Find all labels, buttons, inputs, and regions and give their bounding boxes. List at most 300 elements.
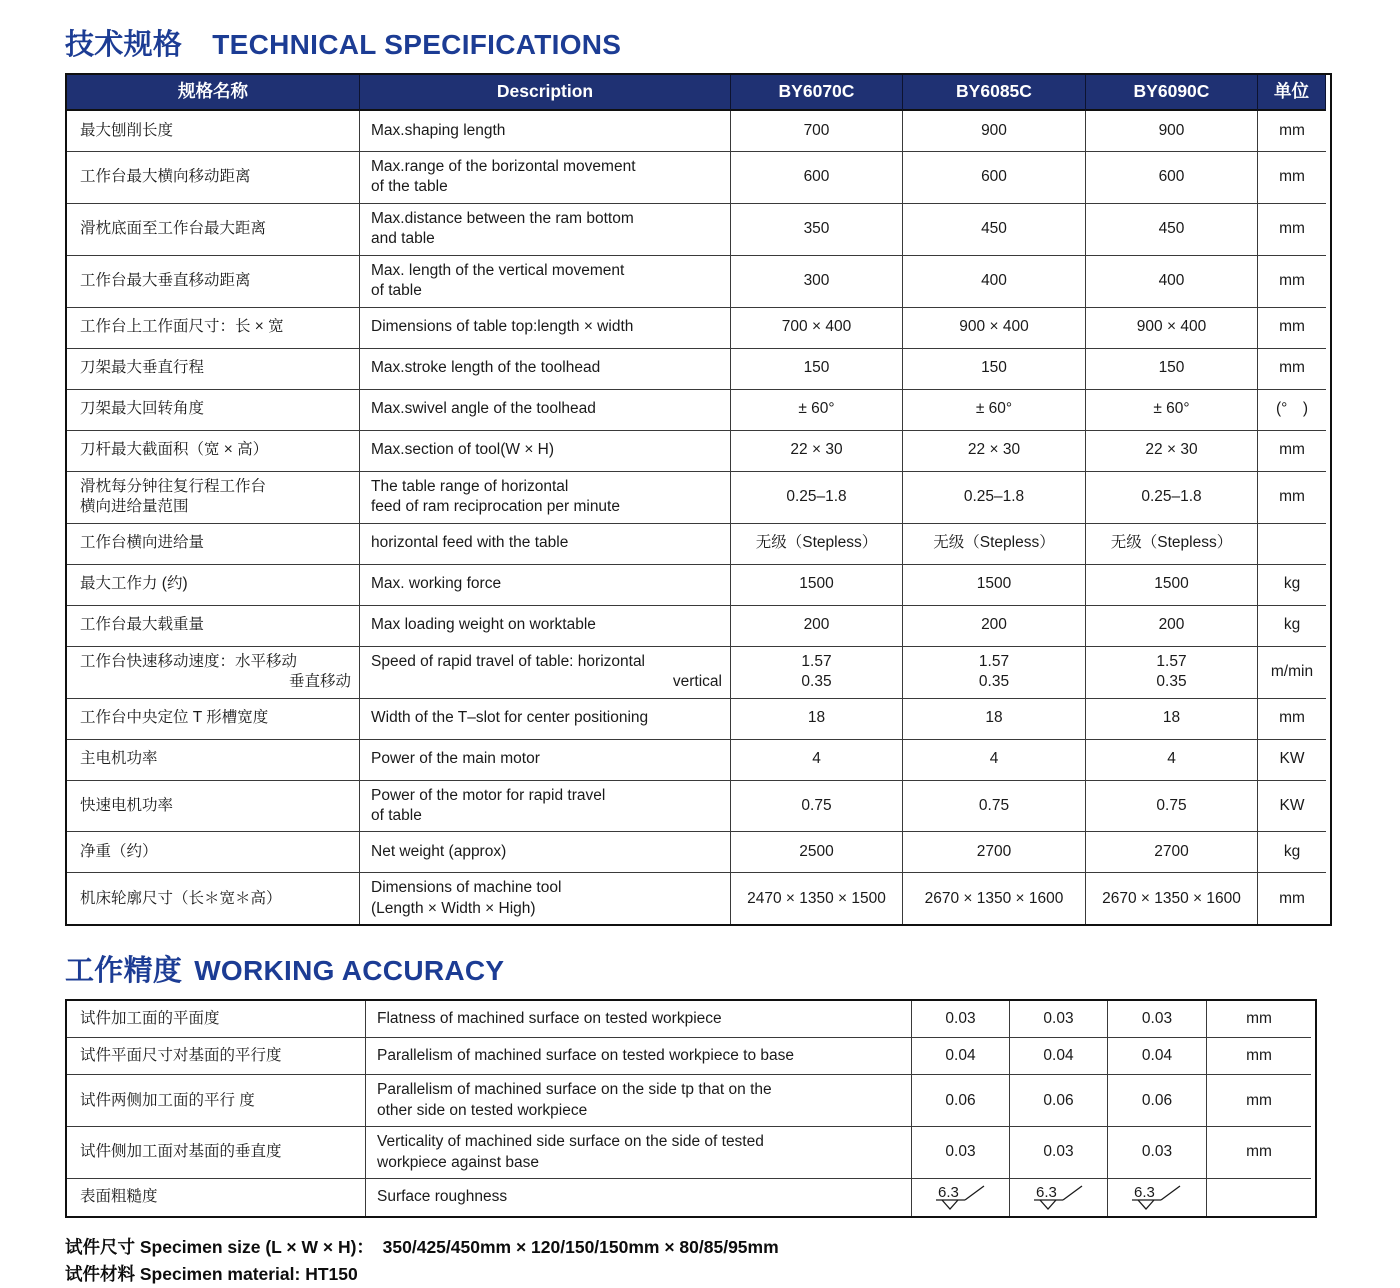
value-cell	[731, 308, 903, 349]
cell-line: (° )	[1275, 400, 1309, 418]
unit-cell	[1258, 204, 1326, 256]
value-cell	[731, 699, 903, 740]
value-cell	[731, 524, 903, 565]
cell-line: 0.04	[945, 1047, 976, 1065]
cell-line: 900	[1158, 121, 1185, 139]
row-desc-cell	[366, 1001, 912, 1038]
value-cell	[1108, 1127, 1207, 1179]
cell-line: 1500	[976, 575, 1012, 593]
cell-line: 主电机功率	[80, 750, 158, 768]
row-desc-cell	[360, 349, 731, 390]
value-cell	[903, 606, 1086, 647]
value-cell	[1086, 873, 1258, 924]
value-cell	[903, 256, 1086, 308]
cell-line: kg	[1283, 575, 1301, 593]
cell-line: 4	[1167, 750, 1176, 768]
unit-cell	[1258, 472, 1326, 524]
cell-line: 0.35	[978, 673, 1010, 691]
cell-line: mm	[1279, 121, 1305, 139]
table-row	[67, 204, 1330, 256]
unit-cell	[1207, 1038, 1311, 1075]
cell-line: 工作台横向进给量	[80, 534, 205, 552]
cell-line: 无级（Stepless）	[755, 534, 878, 552]
cell-line: 900 × 400	[959, 318, 1029, 336]
cell-line: 900	[981, 121, 1007, 139]
cell-line: 0.04	[1043, 1047, 1074, 1065]
surface-roughness-symbol	[1130, 1184, 1184, 1211]
column-header-1: Description	[360, 75, 731, 111]
row-name-cell	[67, 1001, 366, 1038]
surface-roughness-symbol	[934, 1184, 988, 1211]
cell-line: 刀架最大回转角度	[80, 400, 205, 418]
cell-line: Max.distance between the ram bottom	[371, 209, 634, 227]
table-row	[67, 524, 1330, 565]
cell-line: 0.06	[1141, 1091, 1173, 1109]
cell-line: mm	[1279, 441, 1305, 459]
cell-line: Max loading weight on worktable	[371, 616, 596, 634]
cell-line: 18	[807, 709, 826, 727]
value-cell	[1108, 1179, 1207, 1216]
value-cell	[1108, 1075, 1207, 1127]
cell-line: 4	[989, 750, 999, 768]
cell-line: 1500	[799, 575, 834, 593]
table-row	[67, 1075, 1315, 1127]
cell-line: 1.57	[801, 652, 832, 670]
cell-line: 22 × 30	[790, 441, 843, 459]
cell-line: 0.75	[978, 796, 1010, 814]
table-row	[67, 1179, 1315, 1216]
cell-line: ± 60°	[798, 400, 835, 418]
value-cell	[912, 1001, 1010, 1038]
value-cell	[903, 431, 1086, 472]
unit-cell	[1258, 524, 1326, 565]
cell-line: KW	[1279, 796, 1305, 814]
cell-line: 2470 × 1350 × 1500	[747, 889, 886, 907]
table-row	[67, 1001, 1315, 1038]
cell-line: 0.75	[1156, 796, 1187, 814]
cell-line: 试件平面尺寸对基面的平行度	[80, 1047, 282, 1065]
cell-line: Width of the T–slot for center positioning	[371, 709, 649, 727]
value-cell	[903, 781, 1086, 833]
unit-cell	[1258, 647, 1326, 699]
row-name-cell	[67, 606, 360, 647]
cell-line: 0.03	[1043, 1010, 1074, 1028]
row-desc-cell	[360, 873, 731, 924]
cell-line: 350	[803, 220, 830, 238]
unit-cell	[1207, 1179, 1311, 1216]
cell-line: 工作台中央定位 T 形槽宽度	[80, 709, 269, 727]
cell-line: 2700	[976, 843, 1012, 861]
cell-line: 450	[981, 220, 1007, 238]
table-row	[67, 256, 1330, 308]
row-name-cell	[67, 1179, 366, 1216]
cell-line: 450	[1158, 220, 1185, 238]
table-row	[67, 431, 1330, 472]
row-name-cell	[67, 431, 360, 472]
column-header-3: BY6085C	[903, 75, 1086, 111]
cell-line: 700 × 400	[781, 318, 852, 336]
value-cell	[1086, 781, 1258, 833]
cell-line: 900 × 400	[1136, 318, 1207, 336]
cell-line: 0.03	[1043, 1143, 1074, 1161]
row-name-cell	[67, 1038, 366, 1075]
section-title-working-accuracy	[65, 948, 1400, 989]
cell-line: 垂直移动	[288, 673, 351, 691]
cell-line: 4	[812, 750, 821, 768]
cell-line: 0.35	[801, 673, 832, 691]
cell-line: mm	[1279, 487, 1305, 505]
cell-line: and table	[371, 230, 435, 248]
cell-line: (Length × Width × High)	[371, 899, 536, 917]
cell-line: Net weight (approx)	[371, 843, 507, 861]
cell-line: 0.25–1.8	[786, 487, 847, 505]
row-desc-cell	[360, 431, 731, 472]
value-cell	[912, 1075, 1010, 1127]
cell-line: 工作台最大载重量	[80, 616, 205, 634]
cell-line: Max.shaping length	[371, 121, 506, 139]
cell-line: Max.range of the borizontal movement	[371, 158, 636, 175]
cell-line: 0.03	[1141, 1143, 1173, 1161]
row-name-cell	[67, 390, 360, 431]
value-cell	[731, 256, 903, 308]
cell-line: 滑枕每分钟往复行程工作台	[80, 477, 267, 495]
column-header-0: 规格名称	[67, 75, 360, 111]
cell-line: 刀架最大垂直行程	[80, 359, 205, 377]
cell-line: 22 × 30	[1145, 441, 1198, 459]
cell-line: 2500	[799, 843, 834, 861]
row-desc-cell	[360, 740, 731, 781]
value-cell	[731, 873, 903, 924]
cell-line: Max.stroke length of the toolhead	[371, 359, 601, 377]
row-name-cell	[67, 699, 360, 740]
cell-line: 1.57	[1156, 652, 1187, 670]
row-name-cell	[67, 472, 360, 524]
unit-cell	[1258, 308, 1326, 349]
row-desc-cell	[360, 606, 731, 647]
cell-line: 300	[803, 272, 830, 290]
cell-line: mm	[1246, 1091, 1272, 1109]
cell-line: 400	[1158, 272, 1185, 290]
cell-line: Dimensions of machine tool	[371, 879, 562, 897]
cell-line: Parallelism of machined surface on the side tp that on the	[377, 1081, 772, 1099]
row-desc-cell	[360, 390, 731, 431]
cell-line: mm	[1279, 220, 1305, 238]
unit-cell	[1258, 431, 1326, 472]
cell-line: 工作台最大垂直移动距离	[80, 272, 251, 290]
row-desc-cell	[360, 256, 731, 308]
section-title-technical-specifications	[65, 22, 1400, 63]
cell-line: 0.75	[801, 796, 832, 814]
table-row	[67, 781, 1330, 833]
cell-line: 2700	[1154, 843, 1189, 861]
cell-line: horizontal feed with the table	[371, 534, 569, 552]
cell-line: of the table	[371, 178, 448, 196]
value-cell	[903, 699, 1086, 740]
cell-line: of table	[371, 282, 422, 300]
unit-cell	[1207, 1127, 1311, 1179]
value-cell	[903, 565, 1086, 606]
cell-line: Verticality of machined side surface on the side of tested	[377, 1133, 764, 1151]
cell-line: 0.25–1.8	[1141, 487, 1202, 505]
value-cell	[1086, 431, 1258, 472]
cell-line: mm	[1279, 318, 1305, 336]
unit-cell	[1258, 152, 1326, 204]
value-cell	[903, 740, 1086, 781]
value-cell	[1108, 1038, 1207, 1075]
value-cell	[731, 606, 903, 647]
cell-line: mm	[1279, 889, 1305, 907]
cell-line: ± 60°	[1153, 400, 1190, 418]
cell-line: Flatness of machined surface on tested workpiece	[377, 1010, 722, 1028]
value-cell	[1086, 524, 1258, 565]
cell-line: Speed of rapid travel of table: horizontal	[371, 652, 646, 670]
cell-line: 无级（Stepless）	[933, 534, 1055, 552]
cell-line: Surface roughness	[377, 1188, 508, 1206]
unit-cell	[1258, 832, 1326, 873]
cell-line: KW	[1279, 750, 1305, 768]
value-cell	[1108, 1001, 1207, 1038]
unit-cell	[1258, 256, 1326, 308]
value-cell	[903, 524, 1086, 565]
unit-cell	[1207, 1001, 1311, 1038]
row-name-cell	[67, 1127, 366, 1179]
value-cell	[731, 565, 903, 606]
value-cell	[1086, 111, 1258, 152]
value-cell	[731, 349, 903, 390]
row-name-cell	[67, 565, 360, 606]
cell-line: 200	[1158, 616, 1185, 634]
row-desc-cell	[366, 1127, 912, 1179]
value-cell	[731, 832, 903, 873]
table-row	[67, 565, 1330, 606]
value-cell	[1010, 1038, 1108, 1075]
cell-line: vertical	[672, 673, 722, 691]
value-cell	[1010, 1001, 1108, 1038]
value-cell	[1010, 1075, 1108, 1127]
value-cell	[1086, 204, 1258, 256]
value-cell	[1086, 832, 1258, 873]
cell-line: 600	[981, 168, 1007, 186]
table-row	[67, 873, 1330, 924]
cell-line: 工作台上工作面尺寸：长 × 宽	[80, 318, 284, 336]
cell-line: 横向进给量范围	[80, 498, 189, 516]
table-row	[67, 472, 1330, 524]
row-desc-cell	[360, 781, 731, 833]
cell-line: 试件加工面的平面度	[80, 1010, 220, 1028]
column-header-5: 单位	[1258, 75, 1326, 111]
specimen-material-note: 试件材料 Specimen material: HT150	[65, 1264, 358, 1285]
row-desc-cell	[360, 699, 731, 740]
table-row	[67, 647, 1330, 699]
value-cell	[1010, 1127, 1108, 1179]
row-name-cell	[67, 308, 360, 349]
cell-line: 表面粗糙度	[80, 1188, 158, 1206]
table-row	[67, 349, 1330, 390]
svg-text:6.3: 6.3	[937, 1184, 959, 1202]
cell-line: 最大工作力 (约)	[80, 575, 188, 593]
technical-specifications-table	[65, 73, 1332, 926]
svg-text:6.3: 6.3	[1134, 1184, 1155, 1202]
column-header-4: BY6090C	[1086, 75, 1258, 111]
value-cell	[1086, 390, 1258, 431]
unit-cell	[1258, 873, 1326, 924]
row-name-cell	[67, 152, 360, 204]
value-cell	[1086, 606, 1258, 647]
cell-line: Max.swivel angle of the toolhead	[371, 400, 596, 418]
cell-line: mm	[1279, 359, 1305, 377]
cell-line: 18	[985, 709, 1003, 727]
cell-line: m/min	[1270, 662, 1314, 680]
table-row	[67, 1038, 1315, 1075]
cell-line: 0.06	[1043, 1091, 1074, 1109]
value-cell	[903, 472, 1086, 524]
unit-cell	[1258, 781, 1326, 833]
value-cell	[1086, 647, 1258, 699]
row-desc-cell	[366, 1179, 912, 1216]
row-desc-cell	[366, 1038, 912, 1075]
cell-line: Power of the main motor	[371, 750, 540, 768]
value-cell	[1086, 472, 1258, 524]
cell-line: 滑枕底面至工作台最大距离	[80, 220, 267, 238]
row-desc-cell	[366, 1075, 912, 1127]
table-row	[67, 390, 1330, 431]
row-name-cell	[67, 781, 360, 833]
cell-line: 最大刨削长度	[80, 121, 174, 139]
value-cell	[731, 781, 903, 833]
cell-line: workpiece against base	[377, 1153, 539, 1171]
section-title-en: TECHNICAL SPECIFICATIONS	[212, 29, 622, 60]
cell-line: mm	[1246, 1010, 1272, 1028]
value-cell	[1010, 1179, 1108, 1216]
row-name-cell	[67, 740, 360, 781]
row-desc-cell	[360, 152, 731, 204]
value-cell	[731, 647, 903, 699]
cell-line: feed of ram reciprocation per minute	[371, 498, 620, 516]
table-header-row	[67, 75, 1330, 111]
table-row	[67, 740, 1330, 781]
cell-line: 2670 × 1350 × 1600	[924, 889, 1064, 907]
value-cell	[903, 152, 1086, 204]
value-cell	[731, 431, 903, 472]
cell-line: 2670 × 1350 × 1600	[1102, 889, 1241, 907]
cell-line: 无级（Stepless）	[1110, 534, 1233, 552]
cell-line: 18	[1162, 709, 1181, 727]
value-cell	[903, 308, 1086, 349]
value-cell	[731, 390, 903, 431]
cell-line: The table range of horizontal	[371, 477, 569, 495]
unit-cell	[1258, 111, 1326, 152]
cell-line: 机床轮廓尺寸（长＊宽＊高）	[80, 889, 282, 907]
cell-line: 200	[803, 616, 830, 634]
row-desc-cell	[360, 565, 731, 606]
cell-line: 1.57	[978, 652, 1010, 670]
cell-line: 150	[803, 359, 830, 377]
unit-cell	[1258, 390, 1326, 431]
unit-cell	[1258, 699, 1326, 740]
value-cell	[1086, 699, 1258, 740]
row-name-cell	[67, 204, 360, 256]
cell-line: Parallelism of machined surface on tested workpiece to base	[377, 1047, 794, 1065]
value-cell	[903, 111, 1086, 152]
value-cell	[1086, 256, 1258, 308]
cell-line: ± 60°	[975, 400, 1013, 418]
unit-cell	[1258, 565, 1326, 606]
cell-line: mm	[1246, 1143, 1272, 1161]
cell-line: 0.03	[945, 1010, 976, 1028]
row-name-cell	[67, 111, 360, 152]
table-row	[67, 699, 1330, 740]
cell-line: other side on tested workpiece	[377, 1101, 588, 1119]
value-cell	[1086, 308, 1258, 349]
cell-line: mm	[1246, 1047, 1272, 1065]
cell-line: 22 × 30	[967, 441, 1021, 459]
cell-line: 200	[981, 616, 1007, 634]
cell-line: 150	[1158, 359, 1185, 377]
row-name-cell	[67, 1075, 366, 1127]
value-cell	[731, 472, 903, 524]
cell-line: Dimensions of table top:length × width	[371, 318, 634, 336]
cell-line: 0.03	[945, 1143, 976, 1161]
cell-line: 工作台快速移动速度：水平移动	[80, 652, 298, 670]
table-row	[67, 606, 1330, 647]
cell-line: 1500	[1154, 575, 1189, 593]
row-desc-cell	[360, 832, 731, 873]
svg-text:6.3: 6.3	[1035, 1184, 1057, 1202]
section-title-en: WORKING ACCURACY	[194, 955, 505, 987]
value-cell	[912, 1038, 1010, 1075]
value-cell	[1086, 152, 1258, 204]
specimen-notes	[65, 1234, 1400, 1288]
unit-cell	[1258, 740, 1326, 781]
row-name-cell	[67, 349, 360, 390]
value-cell	[903, 647, 1086, 699]
value-cell	[903, 832, 1086, 873]
value-cell	[903, 873, 1086, 924]
row-desc-cell	[360, 204, 731, 256]
cell-line: 0.35	[1156, 673, 1187, 691]
cell-line: kg	[1283, 616, 1301, 634]
row-desc-cell	[360, 111, 731, 152]
value-cell	[903, 390, 1086, 431]
section-title-zh: 工作精度	[65, 955, 183, 988]
cell-line: 0.25–1.8	[963, 487, 1025, 505]
cell-line: 0.03	[1141, 1010, 1173, 1028]
value-cell	[903, 204, 1086, 256]
row-desc-cell	[360, 308, 731, 349]
value-cell	[912, 1127, 1010, 1179]
cell-line: 0.04	[1141, 1047, 1173, 1065]
row-desc-cell	[360, 472, 731, 524]
cell-line: Max. length of the vertical movement	[371, 261, 625, 279]
cell-line: 400	[981, 272, 1007, 290]
cell-line: 净重（约）	[80, 843, 158, 861]
value-cell	[1086, 565, 1258, 606]
value-cell	[1086, 740, 1258, 781]
cell-line: mm	[1279, 272, 1305, 290]
cell-line: kg	[1283, 843, 1301, 861]
cell-line: 工作台最大横向移动距离	[80, 168, 251, 186]
cell-line: 600	[803, 168, 830, 186]
cell-line: 150	[981, 359, 1007, 377]
cell-line: 600	[1158, 168, 1185, 186]
value-cell	[903, 349, 1086, 390]
row-name-cell	[67, 647, 360, 699]
value-cell	[912, 1179, 1010, 1216]
row-name-cell	[67, 832, 360, 873]
cell-line: Max.section of tool(W × H)	[371, 441, 555, 459]
surface-roughness-symbol	[1032, 1184, 1086, 1211]
value-cell	[731, 740, 903, 781]
